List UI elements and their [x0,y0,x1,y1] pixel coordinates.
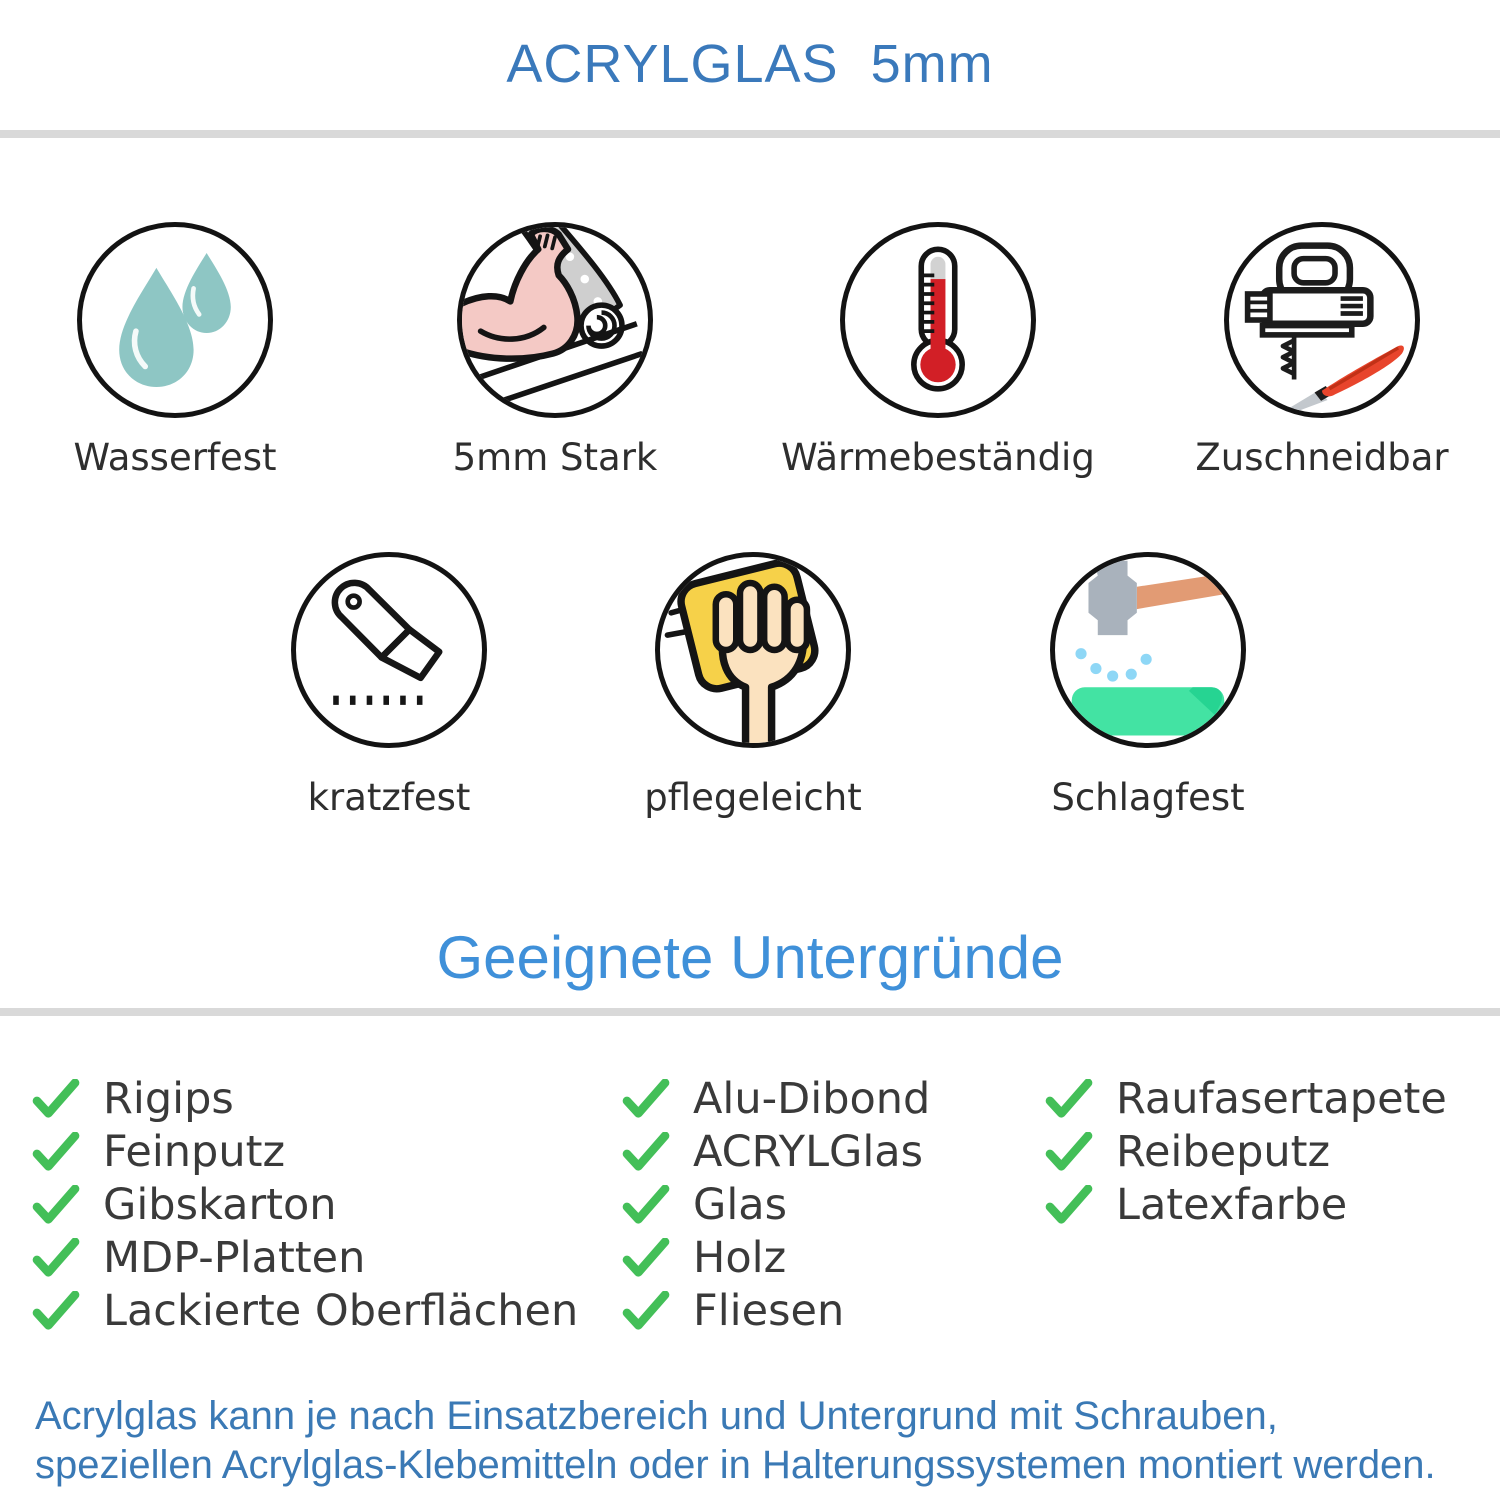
water-drops-icon [77,222,273,418]
list-item [622,1284,930,1337]
footer-line-2: speziellen Acrylglas-Klebemitteln oder in Halterungssystemen montiert werden. [35,1443,1436,1487]
feature-label: Zuschneidbar [1195,436,1449,479]
list-item [622,1125,930,1178]
divider-middle [0,1008,1500,1016]
list-item [622,1231,930,1284]
list-item [32,1284,578,1337]
check-icon [1045,1185,1093,1225]
substrate-column-1 [32,1072,578,1337]
check-icon [622,1291,670,1331]
list-item [32,1178,578,1231]
check-icon [32,1079,80,1119]
hammer-icon [1050,552,1246,748]
divider-top [0,130,1500,138]
check-icon [1045,1079,1093,1119]
substrate-column-3 [1045,1072,1447,1231]
list-item [622,1178,930,1231]
list-item [622,1072,930,1125]
substrate-label: Glas [693,1179,788,1230]
thermometer-icon [840,222,1036,418]
feature-label: kratzfest [307,776,471,819]
substrate-label: Reibeputz [1116,1126,1331,1177]
feature-waermebestaendig [778,222,1098,479]
check-icon [622,1132,670,1172]
substrate-label: Latexfarbe [1116,1179,1348,1230]
jigsaw-icon [1224,222,1420,418]
feature-pflegeleicht [593,552,913,819]
list-item [32,1125,578,1178]
substrate-label: MDP-Platten [103,1232,366,1283]
substrate-label: Lackierte Oberflächen [103,1285,579,1336]
cleaning-cloth-hand-icon [655,552,851,748]
footer-note [35,1392,1436,1490]
feature-schlagfest [988,552,1308,819]
substrate-column-2 [622,1072,930,1337]
substrate-label: Fliesen [693,1285,845,1336]
substrate-label: Rigips [103,1073,234,1124]
substrate-label: ACRYLGlas [693,1126,924,1177]
substrate-label: Alu-Dibond [693,1073,931,1124]
feature-zuschneidbar [1162,222,1482,479]
check-icon [622,1185,670,1225]
check-icon [622,1238,670,1278]
check-icon [1045,1132,1093,1172]
feature-wasserfest [15,222,335,479]
section-title: Geeignete Untergründe [436,924,1064,991]
check-icon [32,1238,80,1278]
check-icon [32,1185,80,1225]
feature-kratzfest [229,552,549,819]
list-item [1045,1072,1447,1125]
footer-line-1: Acrylglas kann je nach Einsatzbereich und Untergrund mit Schrauben, [35,1394,1278,1438]
substrate-label: Feinputz [103,1126,286,1177]
check-icon [622,1079,670,1119]
feature-5mm-stark [395,222,715,479]
muscle-arm-icon [457,222,653,418]
feature-label: pflegeleicht [644,776,862,819]
feature-label: Schlagfest [1051,776,1245,819]
utility-knife-icon [291,552,487,748]
list-item [1045,1178,1447,1231]
list-item [32,1072,578,1125]
substrate-label: Raufasertapete [1116,1073,1447,1124]
check-icon [32,1132,80,1172]
substrate-label: Gibskarton [103,1179,337,1230]
feature-label: 5mm Stark [452,436,658,479]
list-item [32,1231,578,1284]
feature-label: Wärmebeständig [781,436,1095,479]
check-icon [32,1291,80,1331]
page-title: ACRYLGLAS 5mm [506,34,994,94]
substrate-label: Holz [693,1232,787,1283]
feature-label: Wasserfest [73,436,277,479]
list-item [1045,1125,1447,1178]
